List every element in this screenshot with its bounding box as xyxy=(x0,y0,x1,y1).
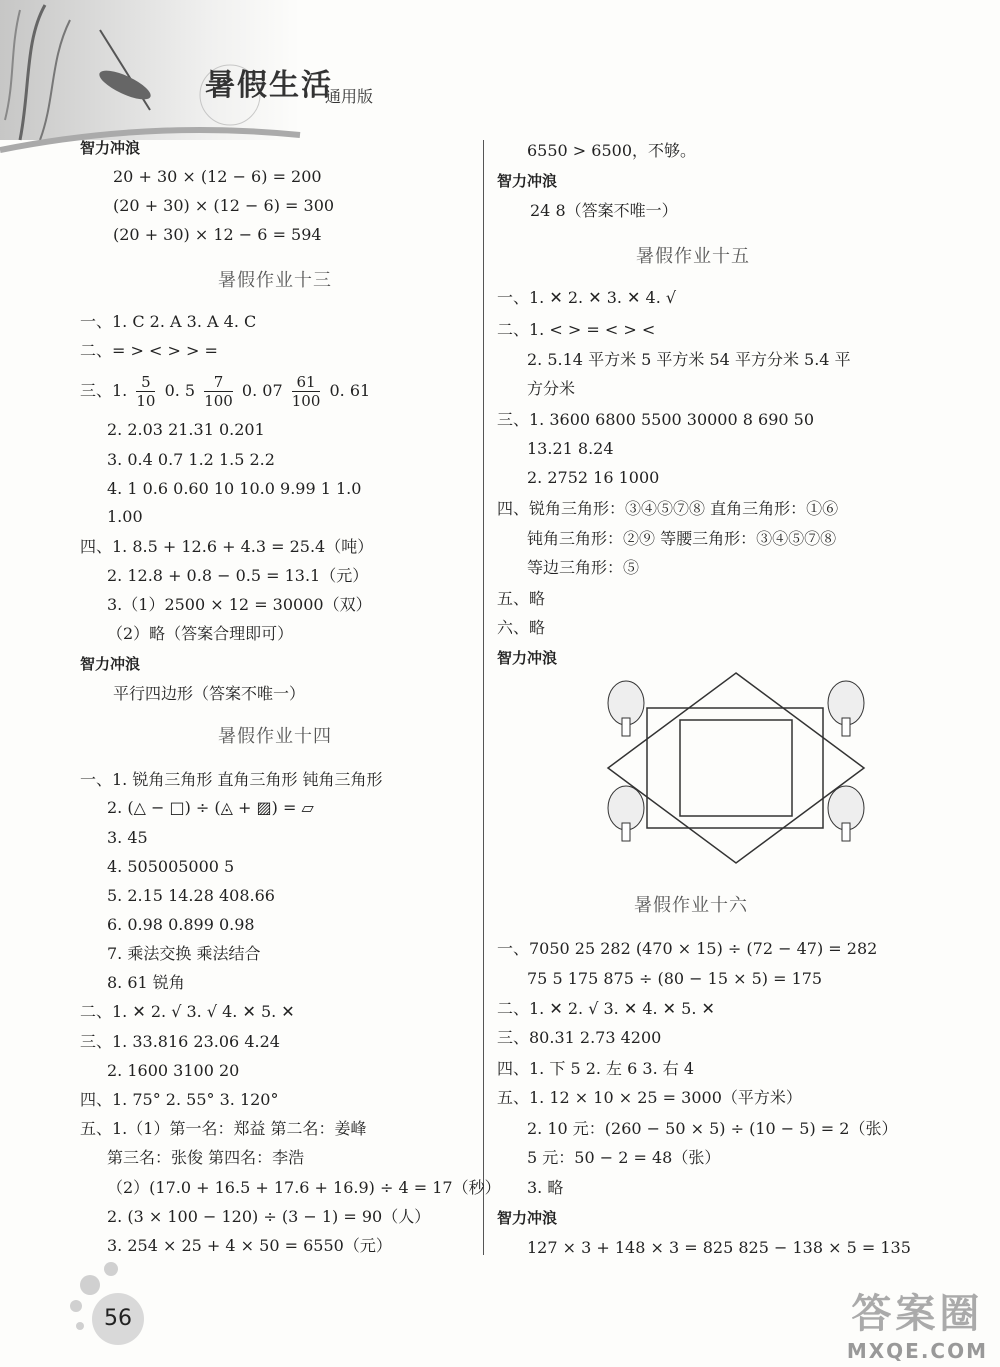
section-title-14: 暑假作业十四 xyxy=(218,726,332,747)
answer-line: 二、1. ✕ 2. √ 3. ✕ 4. ✕ 5. ✕ xyxy=(497,999,715,1018)
answer-line: 2. (△ − □) ÷ (◬ + ▨) = ▱ xyxy=(107,798,314,817)
tree-icon xyxy=(828,681,864,736)
decorative-dot xyxy=(76,1322,84,1330)
answer-line: 6550 > 6500，不够。 xyxy=(527,141,697,160)
answer-line: 四、1. 下 5 2. 左 6 3. 右 4 xyxy=(497,1059,695,1078)
answer-line: 一、1. ✕ 2. ✕ 3. ✕ 4. √ xyxy=(497,288,677,307)
decorative-dot xyxy=(80,1275,100,1295)
answer-line: 三、80.31 2.73 4200 xyxy=(497,1028,662,1047)
edition-label: 通用版 xyxy=(325,87,374,106)
answer-line: 2. 12.8 + 0.8 − 0.5 = 13.1（元） xyxy=(107,566,369,585)
answer-line: 2. 2752 16 1000 xyxy=(527,468,660,487)
trees-square-diagram xyxy=(598,668,874,868)
header-illustration xyxy=(0,0,400,160)
diagram-svg xyxy=(598,668,874,868)
answer-line: 3. 0.4 0.7 1.2 1.5 2.2 xyxy=(107,450,275,469)
decimal-value: 0. 61 xyxy=(329,381,371,400)
answer-line: 3.（1）2500 × 12 = 30000（双） xyxy=(107,595,372,614)
answer-line: 五、1. 12 × 10 × 25 = 3000（平方米） xyxy=(497,1088,802,1107)
answer-line: 二、= > < > > = xyxy=(80,341,218,360)
answer-line: 平行四边形（答案不唯一） xyxy=(113,684,306,703)
answer-line: 方分米 xyxy=(527,379,576,398)
brain-teaser-heading: 智力冲浪 xyxy=(497,1209,558,1227)
answer-line: 二、1. ✕ 2. √ 3. √ 4. ✕ 5. ✕ xyxy=(80,1002,295,1021)
decorative-dot xyxy=(70,1300,82,1312)
answer-line: 三、1. 3600 6800 5500 30000 8 690 50 xyxy=(497,410,815,429)
answer-line: 3. 略 xyxy=(527,1178,564,1197)
answer-line: 2. (3 × 100 − 120) ÷ (3 − 1) = 90（人） xyxy=(107,1207,431,1226)
section-title-16: 暑假作业十六 xyxy=(634,895,748,916)
decorative-dot xyxy=(104,1262,118,1276)
brain-teaser-heading: 智力冲浪 xyxy=(497,649,558,667)
answer-line: 20 + 30 × (12 − 6) = 200 xyxy=(113,167,322,186)
tree-icon xyxy=(608,786,644,841)
answer-line: 3. 254 × 25 + 4 × 50 = 6550（元） xyxy=(107,1236,392,1255)
column-divider xyxy=(483,140,484,1255)
answer-prefix: 三、1. xyxy=(80,381,128,400)
answer-line: 13.21 8.24 xyxy=(527,439,614,458)
answer-line: 2. 10 元：(260 − 50 × 5) ÷ (10 − 5) = 2（张） xyxy=(527,1119,898,1138)
grass-grasshopper-illustration xyxy=(0,0,400,160)
watermark xyxy=(847,1282,988,1363)
answer-line: 1.00 xyxy=(107,507,143,526)
answer-line: 75 5 175 875 ÷ (80 − 15 × 5) = 175 xyxy=(527,969,823,988)
fraction-answer-line xyxy=(80,373,370,410)
answer-line: 5. 2.15 14.28 408.66 xyxy=(107,886,275,905)
decimal-value: 0. 5 xyxy=(164,381,196,400)
outer-square xyxy=(647,708,823,828)
denominator: 100 xyxy=(291,392,321,410)
answer-line: 四、锐角三角形：③④⑤⑦⑧ 直角三角形：①⑥ xyxy=(497,499,839,518)
inner-square xyxy=(680,720,792,816)
fraction xyxy=(204,373,233,410)
answer-line: 2. 2.03 21.31 0.201 xyxy=(107,420,265,439)
answer-line: 四、1. 75° 2. 55° 3. 120° xyxy=(80,1090,279,1109)
answer-line: 四、1. 8.5 + 12.6 + 4.3 = 25.4（吨） xyxy=(80,537,374,556)
answer-line: 二、1. < > = < > < xyxy=(497,320,656,339)
denominator: 10 xyxy=(136,392,156,410)
brain-teaser-heading: 智力冲浪 xyxy=(80,655,141,673)
watermark-logo-text: 答案圈 xyxy=(851,1291,984,1337)
answer-line: (20 + 30) × 12 − 6 = 594 xyxy=(113,225,322,244)
answer-line: 8. 61 锐角 xyxy=(107,973,185,992)
answer-line: 2. 1600 3100 20 xyxy=(107,1061,240,1080)
fraction xyxy=(292,373,321,410)
section-title-13: 暑假作业十三 xyxy=(218,270,332,291)
answer-line: （2）略（答案合理即可） xyxy=(107,624,294,643)
page-number: 56 xyxy=(92,1293,144,1345)
brand-title: 暑假生活 xyxy=(205,68,333,103)
fraction xyxy=(136,373,155,410)
answer-line: (20 + 30) × (12 − 6) = 300 xyxy=(113,196,335,215)
answer-line: 4. 505005000 5 xyxy=(107,857,235,876)
answer-line: （2）(17.0 + 16.5 + 17.6 + 16.9) ÷ 4 = 17（秒） xyxy=(107,1178,501,1197)
answer-line: 4. 1 0.6 0.60 10 10.0 9.99 1 1.0 xyxy=(107,479,362,498)
answer-line: 五、略 xyxy=(497,589,546,608)
answer-line: 一、1. C 2. A 3. A 4. C xyxy=(80,312,257,331)
answer-line: 6. 0.98 0.899 0.98 xyxy=(107,915,255,934)
answer-line: 钝角三角形：②⑨ 等腰三角形：③④⑤⑦⑧ xyxy=(527,529,837,548)
tree-icon xyxy=(608,681,644,736)
brain-teaser-heading: 智力冲浪 xyxy=(80,139,141,157)
numerator: 5 xyxy=(136,373,155,392)
answer-line: 2. 5.14 平方米 5 平方米 54 平方分米 5.4 平 xyxy=(527,350,851,369)
answer-line: 五、1.（1）第一名：郑益 第二名：姜峰 xyxy=(80,1119,367,1138)
answer-line: 24 8（答案不唯一） xyxy=(530,201,678,220)
answer-line: 三、1. 33.816 23.06 4.24 xyxy=(80,1032,280,1051)
answer-line: 六、略 xyxy=(497,618,546,637)
answer-line: 第三名：张俊 第四名：李浩 xyxy=(107,1148,305,1167)
section-title-15: 暑假作业十五 xyxy=(636,246,750,267)
denominator: 100 xyxy=(204,392,233,410)
answer-line: 7. 乘法交换 乘法结合 xyxy=(107,944,261,963)
brain-teaser-heading: 智力冲浪 xyxy=(497,172,558,190)
decimal-value: 0. 07 xyxy=(241,381,283,400)
answer-line: 127 × 3 + 148 × 3 = 825 825 − 138 × 5 = 135 xyxy=(527,1238,911,1257)
tree-icon xyxy=(828,786,864,841)
answer-line: 等边三角形：⑤ xyxy=(527,558,640,577)
answer-line: 一、1. 锐角三角形 直角三角形 钝角三角形 xyxy=(80,770,383,789)
numerator: 7 xyxy=(204,373,233,392)
answer-line: 5 元：50 − 2 = 48（张） xyxy=(527,1148,721,1167)
answer-line: 3. 45 xyxy=(107,828,148,847)
answer-line: 一、7050 25 282 (470 × 15) ÷ (72 − 47) = 282 xyxy=(497,939,878,958)
watermark-url: MXQE.COM xyxy=(846,1339,988,1363)
numerator: 61 xyxy=(292,373,321,392)
